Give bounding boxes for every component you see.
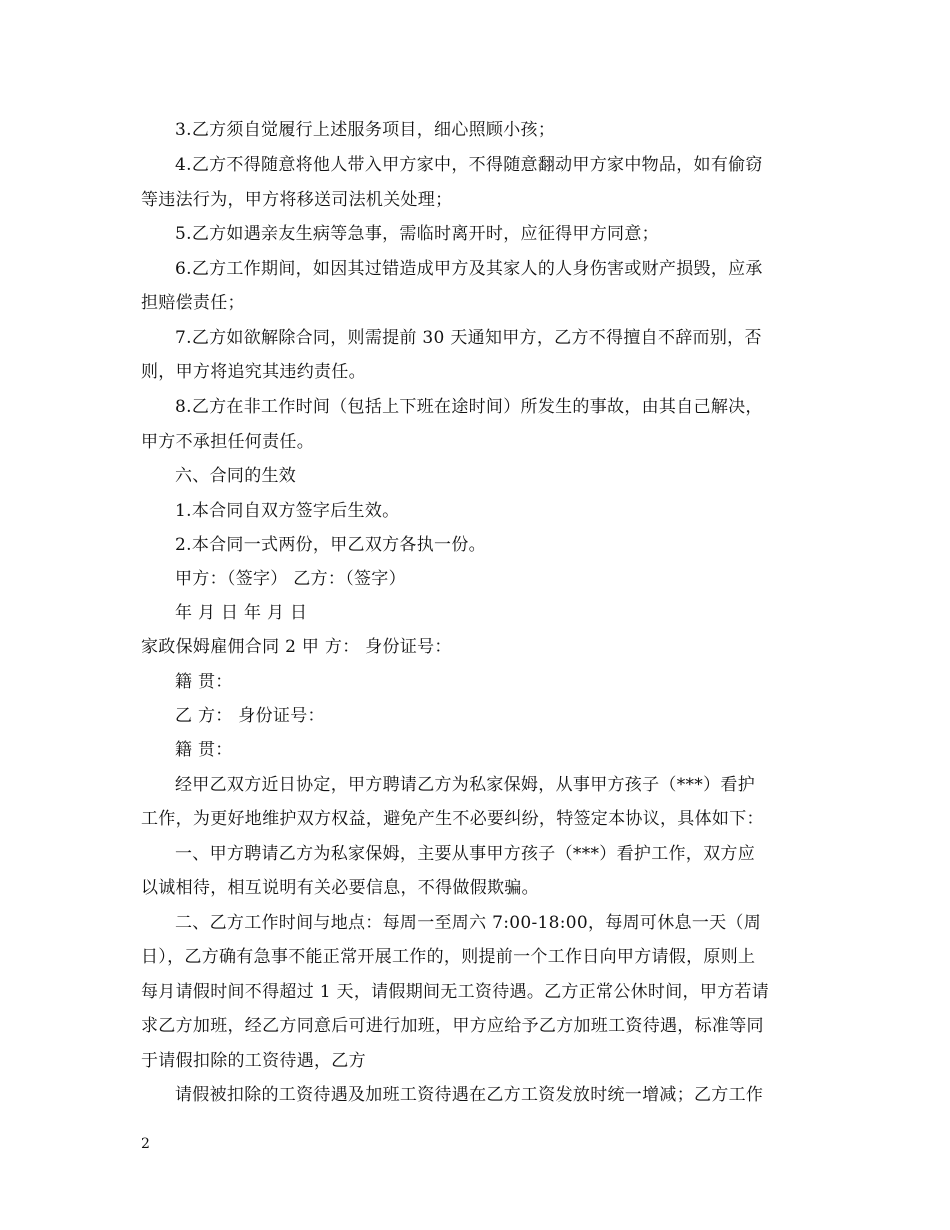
text-line: 担赔偿责任； (141, 293, 245, 313)
text-line: 7.乙方如欲解除合同，则需提前 30 天通知甲方，乙方不得擅自不辞而别，否 (175, 328, 762, 348)
text-line: 1.本合同自双方签字后生效。 (175, 501, 400, 521)
text-line: 以诚相待，相互说明有关必要信息，不得做假欺骗。 (141, 878, 539, 898)
text-line: 工作，为更好地维护双方权益，避免产生不必要纠纷，特签定本协议，具体如下： (141, 809, 764, 829)
text-line: 经甲乙双方近日协定，甲方聘请乙方为私家保姆，从事甲方孩子（***）看护 (175, 775, 755, 795)
contract-title-line: 家政保姆雇佣合同 2 甲 方： 身份证号： (141, 637, 452, 657)
text-line: 求乙方加班，经乙方同意后可进行加班，甲方应给予乙方加班工资待遇，标准等同 (141, 1016, 764, 1036)
text-line: 等违法行为，甲方将移送司法机关处理； (141, 190, 453, 210)
text-line: 甲方不承担任何责任。 (141, 432, 314, 452)
text-line: 2.本合同一式两份，甲乙双方各执一份。 (175, 535, 486, 555)
text-line: 于请假扣除的工资待遇，乙方 (141, 1051, 366, 1071)
date-line: 年 月 日 年 月 日 (175, 603, 308, 623)
text-line: 二、乙方工作时间与地点：每周一至周六 7:00-18:00，每周可休息一天（周 (175, 913, 762, 933)
page-number: 2 (141, 1136, 150, 1152)
text-line: 一、甲方聘请乙方为私家保姆，主要从事甲方孩子（***）看护工作，双方应 (175, 844, 755, 864)
text-line: 则，甲方将追究其违约责任。 (141, 362, 366, 382)
text-line: 籍 贯： (175, 672, 233, 692)
text-line: 每月请假时间不得超过 1 天，请假期间无工资待遇。乙方正常公休时间，甲方若请 (141, 982, 770, 1002)
section-heading: 六、合同的生效 (175, 466, 297, 486)
text-line: 请假被扣除的工资待遇及加班工资待遇在乙方工资发放时统一增减；乙方工作 (175, 1085, 764, 1105)
text-line: 日），乙方确有急事不能正常开展工作的，则提前一个工作日向甲方请假，原则上 (141, 947, 756, 967)
text-line: 5.乙方如遇亲友生病等急事，需临时离开时，应征得甲方同意； (175, 224, 659, 244)
signature-line: 甲方：（签字） 乙方：（签字） (175, 569, 406, 589)
text-line: 3.乙方须自觉履行上述服务项目，细心照顾小孩； (175, 120, 556, 140)
text-line: 4.乙方不得随意将他人带入甲方家中，不得随意翻动甲方家中物品，如有偷窃 (175, 155, 763, 175)
text-line: 6.乙方工作期间，如因其过错造成甲方及其家人的人身伤害或财产损毁，应承 (175, 259, 763, 279)
text-line: 籍 贯： (175, 740, 233, 760)
text-line: 乙 方： 身份证号： (175, 706, 325, 726)
text-line: 8.乙方在非工作时间（包括上下班在途时间）所发生的事故，由其自己解决， (175, 397, 763, 417)
